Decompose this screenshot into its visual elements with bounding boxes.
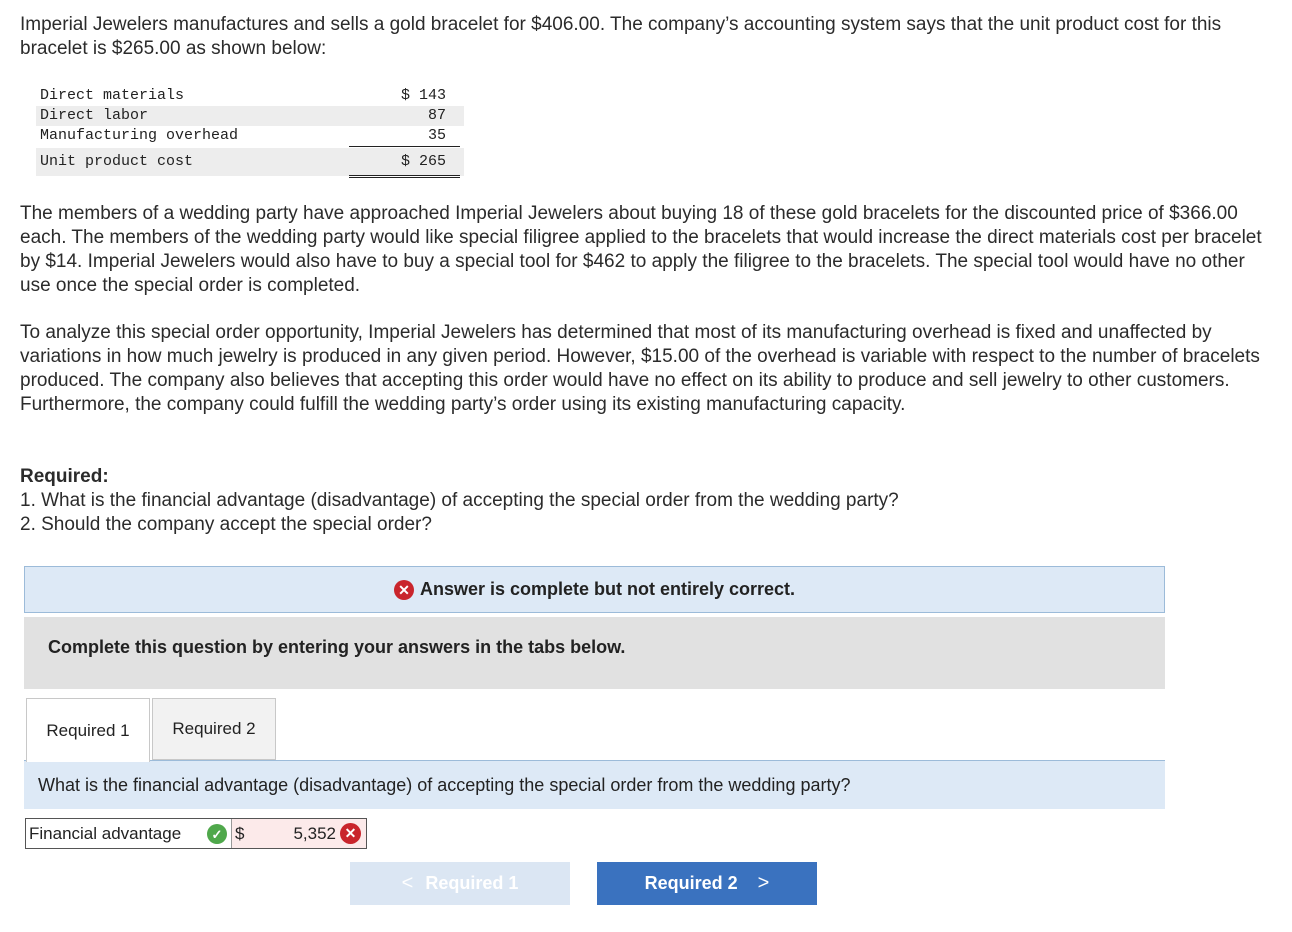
answer-value: 5,352 <box>293 824 336 843</box>
cost-label: Unit product cost <box>40 153 194 170</box>
tab-label: Required 1 <box>46 720 130 740</box>
cost-row-unit-product-cost <box>36 148 464 176</box>
required-heading: Required: <box>20 466 109 487</box>
cost-row-manufacturing-overhead <box>36 126 464 146</box>
instruction-bar: Complete this question by entering your answers in the tabs below. <box>24 617 1165 689</box>
next-button[interactable] <box>597 862 817 905</box>
unit-cost-table <box>36 86 464 176</box>
x-circle-icon: ✕ <box>394 580 414 600</box>
tab-required-2[interactable] <box>152 698 276 760</box>
cost-amount: $ 265 <box>400 153 446 170</box>
cost-amount: 87 <box>427 107 446 124</box>
next-button-label: Required 2 <box>644 873 738 893</box>
tab-label: Required 2 <box>172 719 256 738</box>
prev-button[interactable] <box>350 862 570 905</box>
financial-advantage-input[interactable] <box>231 819 366 848</box>
answer-label: Financial advantage <box>29 824 182 843</box>
cost-row-direct-materials <box>36 86 464 106</box>
check-circle-icon: ✓ <box>207 824 227 844</box>
chevron-right-icon: > <box>757 872 770 894</box>
currency-symbol: $ <box>235 824 245 843</box>
analysis-paragraph: To analyze this special order opportunity, Imperial Jewelers has determined that most of its manufacturing overhead is fixed and unaffected by variations in how much jewelry is produced in any given period. However, $15.00 of the overhead is variable with respect to the number of bracelets produced. The company also believes that accepting this order would have no effect on its ability to produce and sell jewelry to other customers. Furthermore, the company could fulfill the wedding party’s order using its existing manufacturing capacity. <box>20 322 1260 415</box>
cost-label: Manufacturing overhead <box>40 127 239 144</box>
cost-amount: $ 143 <box>400 87 446 104</box>
cost-row-direct-labor <box>36 106 464 126</box>
answer-row <box>25 818 367 849</box>
intro-paragraph: Imperial Jewelers manufactures and sells a gold bracelet for $406.00. The company’s accounting system says that the unit product cost for this bracelet is $265.00 as shown below: <box>20 14 1222 59</box>
chevron-left-icon: < <box>401 872 414 894</box>
prev-button-label: Required 1 <box>425 873 519 893</box>
tab-required-1[interactable] <box>26 698 150 762</box>
cost-amount: 35 <box>427 127 446 144</box>
required-item-1: 1. What is the financial advantage (disadvantage) of accepting the special order from the wedding party? <box>20 490 899 511</box>
answer-label-cell[interactable] <box>26 819 231 848</box>
total-double-rule <box>349 175 460 178</box>
subtotal-rule <box>349 146 460 147</box>
x-circle-icon: ✕ <box>340 823 361 844</box>
answer-status-text: Answer is complete but not entirely correct. <box>419 579 796 599</box>
required-section <box>20 465 1275 537</box>
cost-label: Direct labor <box>40 107 149 124</box>
question-prompt: What is the financial advantage (disadvantage) of accepting the special order from the wedding party? <box>24 761 1165 809</box>
required-item-2: 2. Should the company accept the special order? <box>20 514 432 535</box>
answer-status-banner <box>24 566 1165 613</box>
special-order-paragraph: The members of a wedding party have approached Imperial Jewelers about buying 18 of these gold bracelets for the discounted price of $366.00 each. The members of the wedding party would like special filigree applied to the bracelets that would increase the direct materials cost per bracelet by $14. Imperial Jewelers would also have to buy a special tool for $462 to apply the filigree to the bracelets. The special tool would have no other use once the special order is completed. <box>20 203 1262 296</box>
cost-label: Direct materials <box>40 87 185 104</box>
